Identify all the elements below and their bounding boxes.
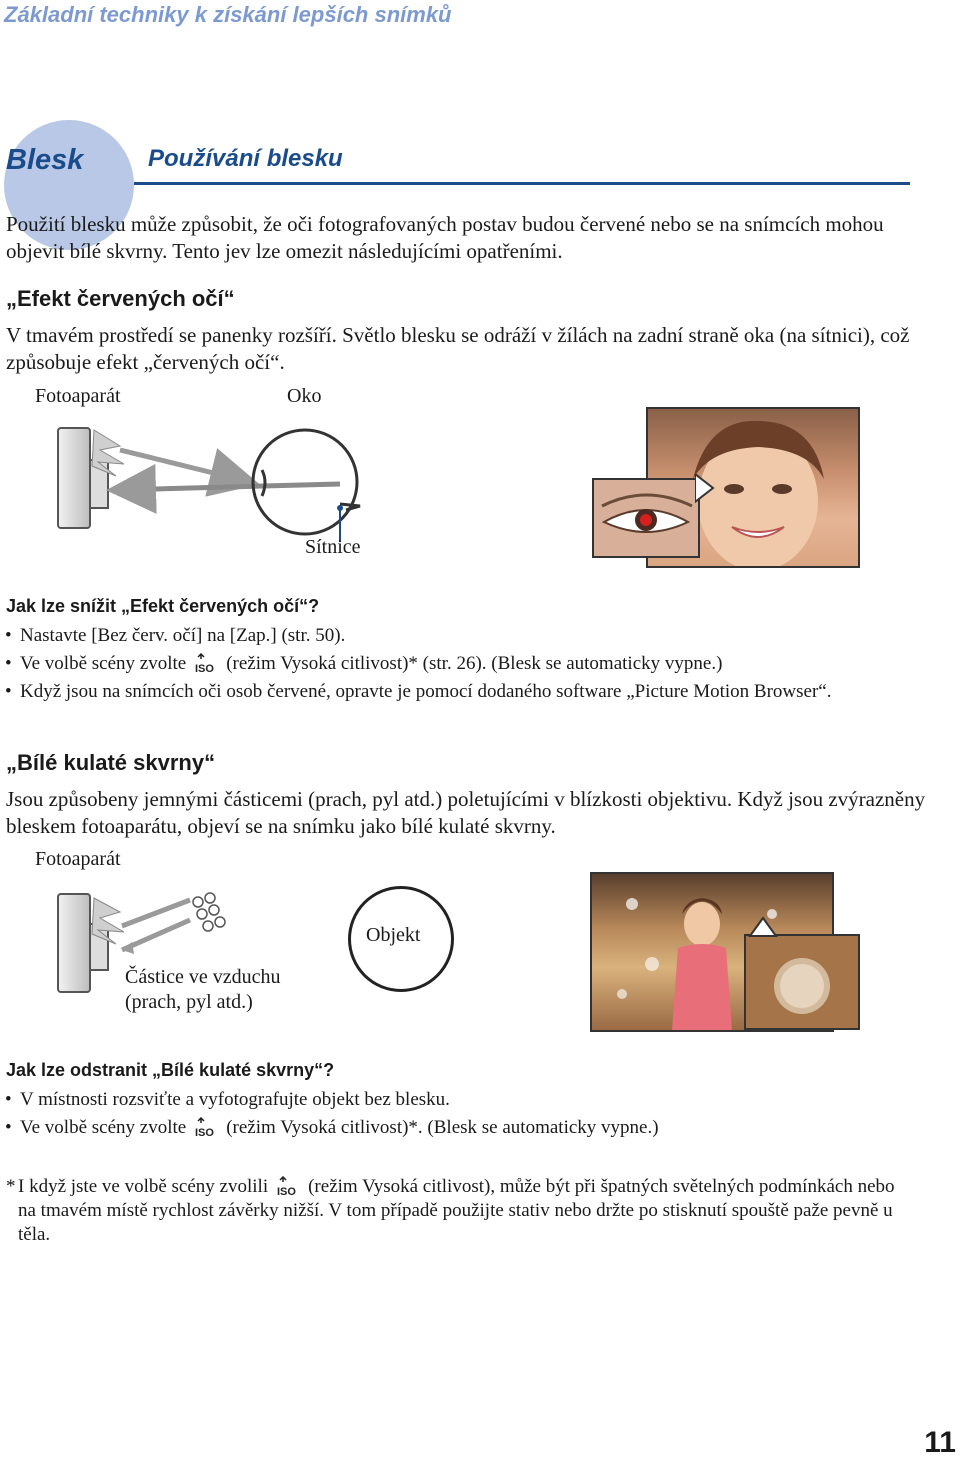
svg-text:ISO: ISO [277,1186,297,1196]
section-rule [134,182,910,185]
particles-label-2: (prach, pyl atd.) [125,991,253,1013]
iso-icon [194,653,218,673]
particles-label-1: Částice ve vzduchu [125,966,281,988]
orbs-tips [4,1088,914,1144]
tip-text: Ve volbě scény zvolte [20,1117,187,1138]
red-eye-heading: „Efekt červených očí“ [6,286,235,311]
footnote-text: (režim Vysoká citlivost), může být při špatných světelných podmínkách nebo na tmavém místě rychlost závěrky nižší. V tom případě použijte stativ nebo držte po stisknutí spouště paže pevně u těla. [18,1176,895,1245]
eye-icon [253,430,360,534]
closeup-pointer [695,474,715,504]
orbs-tip-1: • V místnosti rozsviťte a vyfotografujte objekt bez blesku. [4,1088,914,1112]
orb-closeup-photo [744,934,860,1030]
red-eye-diagram [40,410,380,545]
footnote-mark: * [6,1176,16,1197]
svg-text:ISO: ISO [195,1127,215,1137]
red-eye-tip-2 [4,652,914,676]
tip-text: (režim Vysoká citlivost)*. (Blesk se automaticky vypne.) [226,1117,659,1138]
section-title: Používání blesku [148,145,343,172]
red-eye-text: V tmavém prostředí se panenky rozšíří. Světlo blesku se odráží v žílách na zadní straně oka (na sítnici), což způsobuje efekt „červených očí“. [6,323,910,374]
orbs-text: Jsou způsobeny jemnými částicemi (prach, pyl atd.) poletujícími v blízkosti objektivu. Když jsou zvýrazněny bleskem fotoaparátu, objeví se na snímku jako bílé kulaté skvrny. [6,787,926,838]
red-eye-question: Jak lze snížit „Efekt červených očí“? [6,596,320,616]
footnote [18,1175,908,1247]
tip-text: (režim Vysoká citlivost)* (str. 26). (Blesk se automaticky vypne.) [226,653,723,674]
iso-icon [194,1117,218,1137]
iso-icon [276,1176,300,1196]
eye-label: Oko [287,385,322,407]
red-eye-closeup-photo [592,478,700,558]
orbs-tip-2 [4,1116,914,1140]
tip-text: Ve volbě scény zvolte [20,653,187,674]
retina-label: Sítnice [305,536,361,558]
orbs-heading: „Bílé kulaté skvrny“ [6,750,216,775]
running-title: Základní techniky k získání lepších snímků [4,2,452,27]
particles-icon [193,893,225,931]
footnote-text: I když jste ve volbě scény zvolili [18,1176,269,1197]
svg-text:ISO: ISO [195,663,215,673]
red-eye-tips [4,624,914,708]
subject-label: Objekt [366,924,421,946]
orb-pointer [748,916,778,938]
camera-label: Fotoaparát [35,385,121,407]
page-number: 11 [924,1426,956,1459]
orbs-question: Jak lze odstranit „Bílé kulaté skvrny“? [6,1060,335,1080]
orbs-camera-label: Fotoaparát [35,848,121,870]
intro-paragraph: Použití blesku může způsobit, že oči fotografovaných postav budou červené nebo se na snímcích mohou objevit bílé skvrny. Tento jev lze omezit následujícími opatřeními. [6,212,884,263]
red-eye-tip-1: • Nastavte [Bez červ. očí] na [Zap.] (str. 50). [4,624,914,648]
section-badge: Blesk [6,144,84,176]
red-eye-tip-3: • Když jsou na snímcích oči osob červené, opravte je pomocí dodaného software „Picture Motion Browser“. [4,680,914,704]
